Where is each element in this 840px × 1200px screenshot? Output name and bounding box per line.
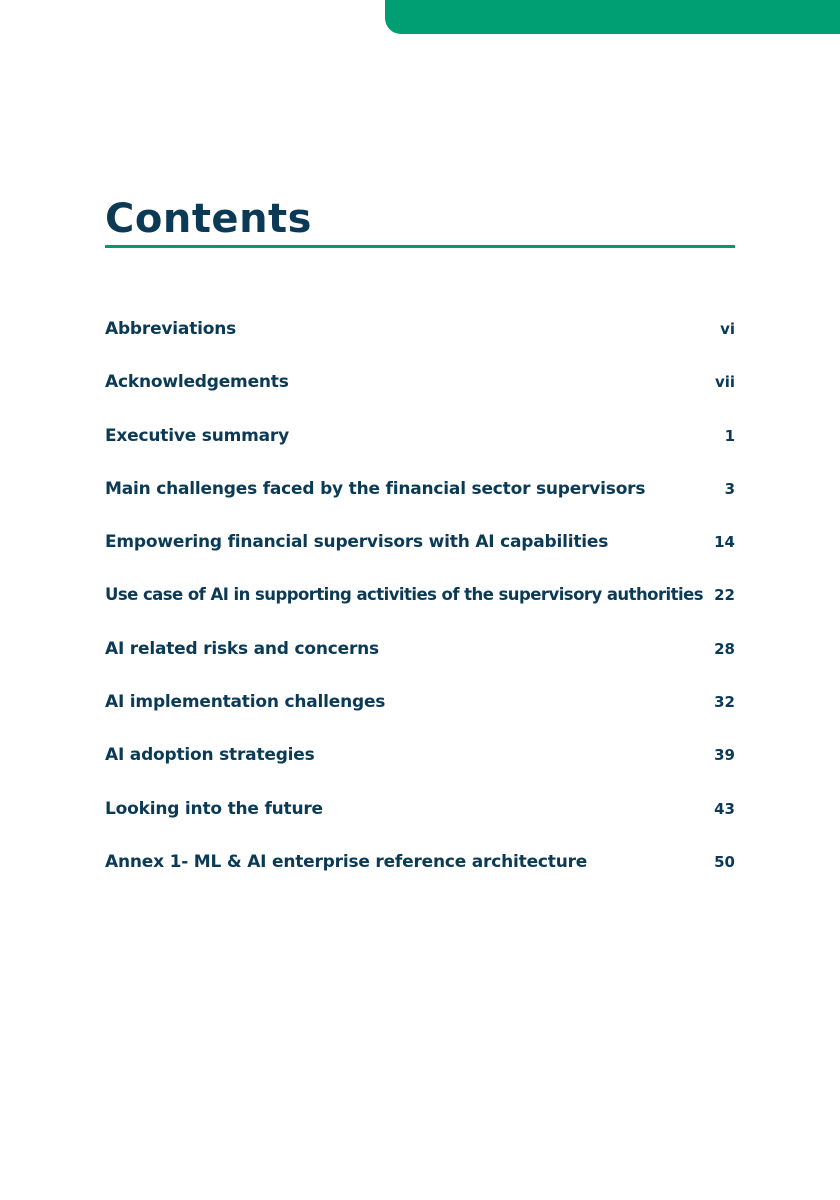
title-block [105, 193, 735, 245]
toc-entry[interactable] [105, 365, 735, 418]
toc-entry-page: 3 [724, 479, 735, 498]
toc-entry-page: 39 [714, 746, 735, 765]
toc-entry-page: 50 [714, 852, 735, 871]
page-title: Contents [105, 196, 312, 242]
toc-entry-title[interactable]: Annex 1- ML & AI enterprise reference architecture [105, 851, 588, 872]
toc-entry-page: 1 [724, 426, 735, 445]
toc-entry-title[interactable]: Empowering financial supervisors with AI capabilities [105, 532, 609, 553]
toc-entry-title[interactable]: Main challenges faced by the financial sector supervisors [105, 478, 646, 499]
toc-entry[interactable] [105, 312, 735, 365]
toc-entry-title[interactable]: Looking into the future [105, 798, 323, 819]
toc-entry[interactable] [105, 578, 735, 631]
toc-entry[interactable] [105, 685, 735, 738]
toc-entry[interactable] [105, 845, 735, 898]
toc-entry[interactable] [105, 792, 735, 845]
toc-entry[interactable] [105, 472, 735, 525]
toc-entry[interactable] [105, 419, 735, 472]
toc-entry-title[interactable]: Use case of AI in supporting activities of the supervisory authorities [105, 585, 703, 605]
toc-entry-title[interactable]: Acknowledgements [105, 372, 289, 393]
header-accent-tab [385, 0, 840, 34]
toc-entry[interactable] [105, 738, 735, 791]
title-underline [105, 245, 735, 248]
toc-entry-title[interactable]: Executive summary [105, 425, 289, 446]
toc-entry-page: 43 [714, 799, 735, 818]
toc-entry-title[interactable]: Abbreviations [105, 319, 237, 339]
toc-entry[interactable] [105, 632, 735, 685]
toc-entry-title[interactable]: AI implementation challenges [105, 692, 386, 713]
toc-entry-page: vi [720, 320, 735, 338]
toc-entry-title[interactable]: AI adoption strategies [105, 745, 315, 766]
toc-entry[interactable] [105, 525, 735, 578]
toc-entry-page: 32 [714, 693, 735, 712]
toc-entry-page: 28 [714, 639, 735, 658]
toc-entry-page: vii [714, 373, 735, 392]
table-of-contents [105, 312, 735, 898]
toc-entry-page: 22 [714, 586, 735, 605]
toc-entry-page: 14 [714, 533, 735, 552]
toc-entry-title[interactable]: AI related risks and concerns [105, 638, 379, 659]
